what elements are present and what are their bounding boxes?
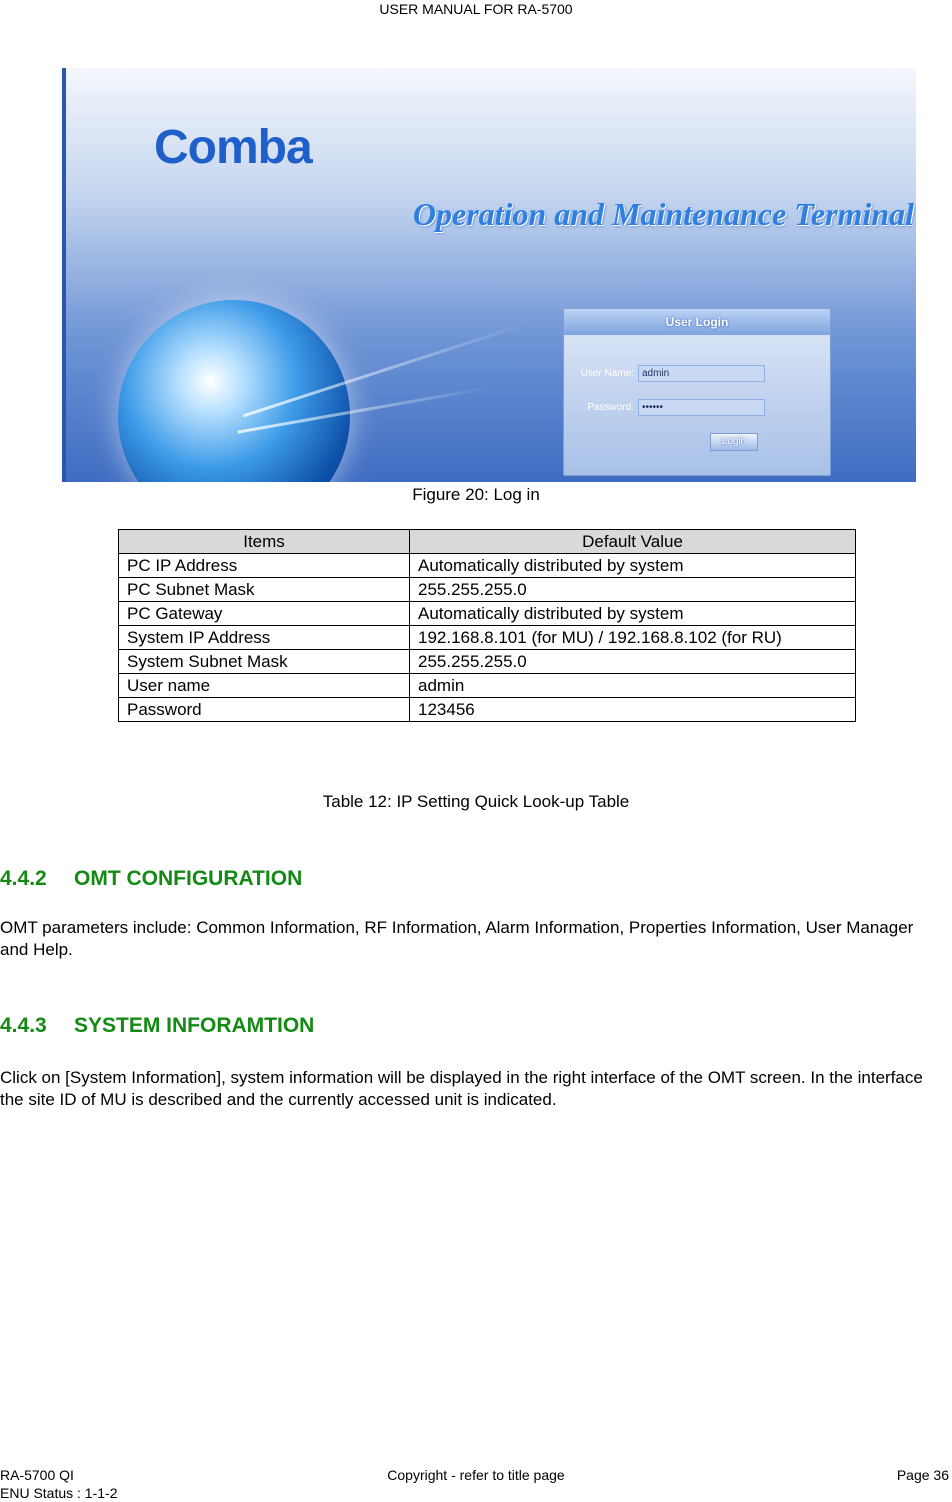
footer-page-number: Page 36 <box>896 1467 949 1483</box>
table-row <box>119 698 856 722</box>
table-cell: admin <box>410 674 856 698</box>
ip-lookup-table <box>118 529 856 722</box>
table-cell: Password <box>119 698 410 722</box>
brand-logo: Comba <box>154 121 312 174</box>
table-cell: 123456 <box>410 698 856 722</box>
table-cell: Automatically distributed by system <box>410 602 856 626</box>
table-row <box>119 578 856 602</box>
table-cell: PC IP Address <box>119 554 410 578</box>
app-subtitle: Operation and Maintenance Terminal <box>412 196 914 232</box>
table-cell: System Subnet Mask <box>119 650 410 674</box>
section-number: 4.4.3 <box>0 1014 47 1037</box>
username-label: User Name: <box>580 368 634 380</box>
table-row <box>119 626 856 650</box>
login-title: User Login <box>564 309 830 335</box>
table-row <box>119 602 856 626</box>
password-label: Password: <box>587 402 634 414</box>
footer-status: ENU Status : 1-1-2 <box>0 1485 118 1501</box>
running-header: USER MANUAL FOR RA-5700 <box>379 1 573 17</box>
section-body: OMT parameters include: Common Information, RF Information, Alarm Information, Properties Information, User Manager and Help. <box>0 918 914 959</box>
column-header: Default Value <box>410 530 856 554</box>
password-input[interactable]: •••••• <box>638 399 765 416</box>
table-caption: Table 12: IP Setting Quick Look-up Table <box>322 792 630 811</box>
table-header-row <box>119 530 856 554</box>
table-row <box>119 554 856 578</box>
login-button[interactable]: Login <box>710 433 758 451</box>
table-row <box>119 674 856 698</box>
table-cell: PC Gateway <box>119 602 410 626</box>
figure-caption: Figure 20: Log in <box>412 485 540 504</box>
footer-copyright: Copyright - refer to title page <box>387 1467 565 1483</box>
section-heading <box>0 1013 314 1039</box>
footer-doc-id: RA-5700 QI <box>0 1467 74 1483</box>
section-body: Click on [System Information], system information will be displayed in the right interface of the OMT screen. In the interface the site ID of MU is described and the currently accessed unit is indicated. <box>0 1068 923 1109</box>
table-cell: Automatically distributed by system <box>410 554 856 578</box>
username-input[interactable]: admin <box>638 365 765 382</box>
table-row <box>119 650 856 674</box>
username-row <box>570 365 765 382</box>
login-screenshot <box>62 68 916 482</box>
table-cell: 255.255.255.0 <box>410 578 856 602</box>
section-title: OMT CONFIGURATION <box>74 867 303 890</box>
table-cell: User name <box>119 674 410 698</box>
column-header: Items <box>119 530 410 554</box>
table-cell: 192.168.8.101 (for MU) / 192.168.8.102 (for RU) <box>410 626 856 650</box>
section-number: 4.4.2 <box>0 867 47 890</box>
table-cell: PC Subnet Mask <box>119 578 410 602</box>
section-title: SYSTEM INFORAMTION <box>74 1014 315 1037</box>
table-cell: 255.255.255.0 <box>410 650 856 674</box>
table-cell: System IP Address <box>119 626 410 650</box>
section-heading <box>0 866 302 892</box>
login-panel <box>563 308 831 476</box>
password-row <box>570 399 765 416</box>
